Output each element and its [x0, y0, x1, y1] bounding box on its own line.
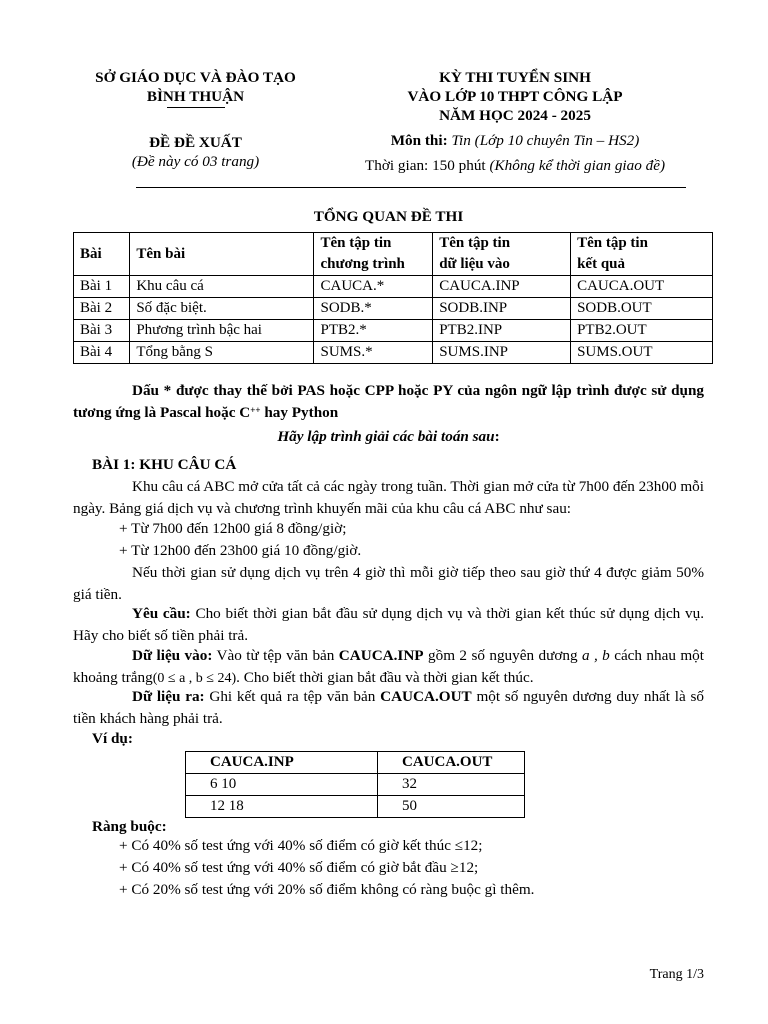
department-block	[73, 68, 318, 106]
header-separator	[136, 187, 686, 188]
subject-time-block	[330, 128, 700, 178]
table-row: Bài 1 Khu câu cá CAUCA.* CAUCA.INP CAUCA.OUT	[74, 276, 713, 298]
constraint-item: + Có 40% số test ứng với 40% số điểm có giờ bắt đầu ≥12;	[119, 859, 479, 876]
example-header-row	[186, 752, 525, 774]
time-line	[330, 153, 700, 178]
exam-title-block	[330, 68, 700, 125]
problem-title: BÀI 1: KHU CÂU CÁ	[92, 456, 237, 473]
requirement: Yêu cầu: Cho biết thời gian bắt đầu sử dụng dịch vụ và thời gian kết thúc sử dụng dịch vụ. Hãy cho biết số tiền phải trả.	[73, 605, 704, 644]
subject-label: Môn thi:	[390, 132, 448, 149]
table-row: Bài 3 Phương trình bậc hai PTB2.* PTB2.INP PTB2.OUT	[74, 320, 713, 342]
exam-title-line2: VÀO LỚP 10 THPT CÔNG LẬP	[407, 88, 623, 105]
overview-header-row	[74, 233, 713, 276]
problem-intro: Khu câu cá ABC mở cửa tất cả các ngày trong tuần. Thời gian mở cửa từ 7h00 đến 23h00 mỗi ngày. Bảng giá dịch vụ và chương trình khuyến mãi của khu câu cá ABC như sau:	[73, 478, 704, 517]
example-label: Ví dụ:	[92, 730, 133, 747]
proposal-title: ĐỀ ĐỀ XUẤT	[149, 134, 242, 151]
department-name: SỞ GIÁO DỤC VÀ ĐÀO TẠO	[95, 69, 296, 86]
time-label: Thời gian: 150 phút	[364, 157, 486, 174]
page-number: Trang 1/3	[649, 967, 704, 982]
price-item: + Từ 7h00 đến 12h00 giá 8 đồng/giờ;	[119, 520, 347, 537]
exam-title-line1: KỲ THI TUYỂN SINH	[439, 69, 591, 86]
exam-title-line3: NĂM HỌC 2024 - 2025	[439, 107, 591, 124]
overview-table	[73, 232, 713, 364]
discount-rule: Nếu thời gian sử dụng dịch vụ trên 4 giờ thì mỗi giờ tiếp theo sau giờ thứ 4 được giảm 50% giá tiền.	[73, 564, 704, 603]
header-cell-ten-bai: Tên bài	[130, 233, 314, 276]
instruction-line: Hãy lập trình giải các bài toán sau:	[277, 428, 500, 445]
example-header-output: CAUCA.OUT	[378, 752, 525, 774]
table-row: 6 10 32	[186, 774, 525, 796]
page-count-note: (Đề này có 03 trang)	[131, 153, 260, 170]
example-header-input: CAUCA.INP	[186, 752, 378, 774]
header-cell-ket-qua: Tên tập tin kết quả	[571, 233, 713, 276]
output-spec: Dữ liệu ra: Ghi kết quả ra tệp văn bản CAUCA.OUT một số nguyên dương duy nhất là số tiền khách hàng phải trả.	[73, 688, 704, 727]
proposal-block	[73, 133, 318, 171]
file-extension-note: Dấu * được thay thế bởi PAS hoặc CPP hoặc PY của ngôn ngữ lập trình được sử dụng tương ứng là Pascal hoặc C++ hay Python	[73, 382, 704, 421]
price-item: + Từ 12h00 đến 23h00 giá 10 đồng/giờ.	[119, 542, 362, 559]
constraint-item: + Có 40% số test ứng với 40% số điểm có giờ kết thúc ≤12;	[119, 837, 483, 854]
header-underline-left	[167, 107, 225, 108]
province-name: BÌNH THUẬN	[146, 88, 245, 105]
input-spec: Dữ liệu vào: Vào từ tệp văn bản CAUCA.INP gồm 2 số nguyên dương a , b cách nhau một khoảng trắng(0 ≤ a , b ≤ 24). Cho biết thời gian bắt đầu và thời gian kết thúc.	[73, 647, 705, 686]
overview-title: TỔNG QUAN ĐỀ THI	[313, 208, 464, 225]
table-row: Bài 4 Tổng bằng S SUMS.* SUMS.INP SUMS.OUT	[74, 342, 713, 364]
header-cell-bai: Bài	[74, 233, 130, 276]
time-note: (Không kể thời gian giao đề)	[489, 157, 666, 174]
constraints-label: Ràng buộc:	[92, 818, 167, 835]
table-row: Bài 2 Số đặc biệt. SODB.* SODB.INP SODB.OUT	[74, 298, 713, 320]
constraint-item: + Có 20% số test ứng với 20% số điểm không có ràng buộc gì thêm.	[119, 881, 535, 898]
header-cell-chuong-trinh: Tên tập tin chương trình	[314, 233, 433, 276]
subject-value: Tin (Lớp 10 chuyên Tin – HS2)	[451, 132, 640, 149]
header-cell-du-lieu-vao: Tên tập tin dữ liệu vào	[433, 233, 571, 276]
table-row: 12 18 50	[186, 796, 525, 818]
example-table	[185, 751, 525, 818]
subject-line	[330, 128, 700, 153]
